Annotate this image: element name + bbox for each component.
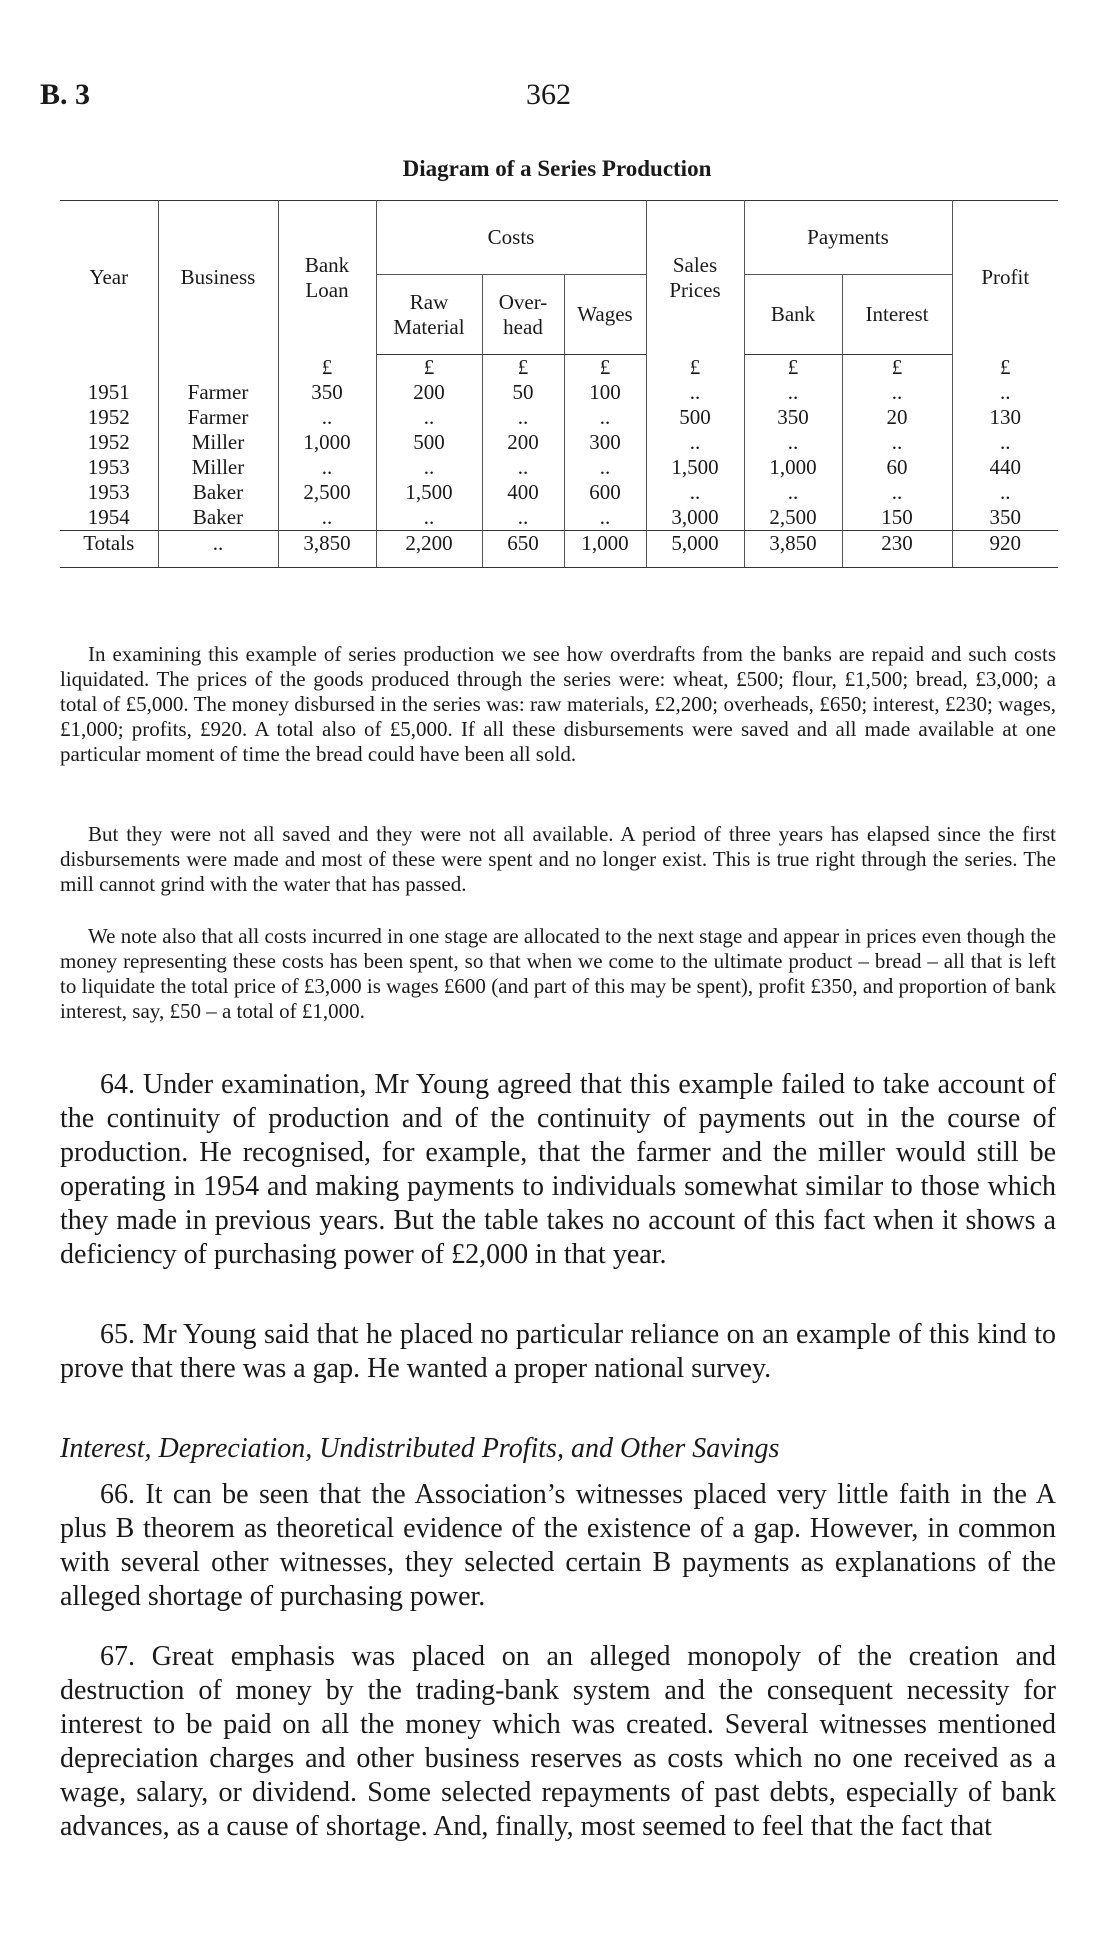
interest-column xyxy=(842,380,952,531)
table-cell: 1953 xyxy=(87,480,130,504)
diagram-title: Diagram of a Series Production xyxy=(402,156,712,181)
table-cell: Farmer xyxy=(187,380,249,404)
table-cell: .. xyxy=(787,380,799,404)
header-costs: Costs xyxy=(376,201,646,275)
table-cell: .. xyxy=(599,455,611,479)
table-cell: 200 xyxy=(413,380,445,404)
pound-sign: £ xyxy=(482,355,564,381)
note-paragraph-2 xyxy=(60,822,1056,897)
table-cell: 2,500 xyxy=(303,480,351,504)
table-cell: 600 xyxy=(589,480,621,504)
table-cell: Baker xyxy=(192,480,244,504)
header-year: Year xyxy=(60,201,158,355)
pound-sign: £ xyxy=(278,355,376,381)
total-bank: 3,850 xyxy=(744,531,842,568)
table-cell: 1953 xyxy=(87,455,130,479)
note-paragraph-1 xyxy=(60,642,1056,767)
paragraph-66-text: 66. It can be seen that the Association’s witnesses placed very little faith in the A plus B theorem as theoretical evidence of the existence of a gap. However, in common with several other witnesses, they selected certain B payments as explanations of the alleged shortage of purchasing power. xyxy=(60,1479,1056,1612)
pound-sign: £ xyxy=(376,355,482,381)
pound-sign: £ xyxy=(646,355,744,381)
total-raw-material: 2,200 xyxy=(376,531,482,568)
table-cell: 350 xyxy=(311,380,343,404)
table-cell: 350 xyxy=(777,405,809,429)
paragraph-64 xyxy=(60,1068,1056,1272)
table-cell: 150 xyxy=(881,505,913,529)
table-cell: 1954 xyxy=(87,505,130,529)
page-header-label: B. 3 xyxy=(40,78,91,111)
table-cell: 1,500 xyxy=(405,480,453,504)
table-cell: Baker xyxy=(192,505,244,529)
table-cell: 1951 xyxy=(87,380,130,404)
table-cell: .. xyxy=(689,430,701,454)
table-cell: .. xyxy=(517,405,529,429)
header-business: Business xyxy=(158,201,278,355)
table-cell: 3,000 xyxy=(671,505,719,529)
header-bank: Bank xyxy=(744,275,842,355)
table-cell: .. xyxy=(787,430,799,454)
table-cell: .. xyxy=(891,480,903,504)
pound-sign: £ xyxy=(744,355,842,381)
paragraph-66 xyxy=(60,1478,1056,1614)
table-cell: .. xyxy=(423,505,435,529)
table-cell: .. xyxy=(321,405,333,429)
pound-sign: £ xyxy=(842,355,952,381)
table-cell: 20 xyxy=(886,405,908,429)
header-sales-prices: Sales Prices xyxy=(646,201,744,355)
table-cell: .. xyxy=(1000,430,1011,454)
table-cell: Miller xyxy=(191,430,245,454)
header-overhead: Over-head xyxy=(482,275,564,355)
table-cell: 500 xyxy=(679,405,711,429)
total-profit: 920 xyxy=(952,531,1058,568)
table-cell: 500 xyxy=(413,430,445,454)
table-row xyxy=(60,380,1058,531)
table-cell: .. xyxy=(423,455,435,479)
total-interest: 230 xyxy=(842,531,952,568)
profit-column xyxy=(952,380,1058,531)
table-cell: .. xyxy=(321,505,333,529)
overhead-column xyxy=(482,380,564,531)
table-cell: 1,000 xyxy=(303,430,351,454)
table-cell: 130 xyxy=(989,405,1021,429)
total-wages: 1,000 xyxy=(564,531,646,568)
header-wages: Wages xyxy=(564,275,646,355)
table-cell: .. xyxy=(689,480,701,504)
table-cell: .. xyxy=(891,430,903,454)
table-cell: .. xyxy=(599,405,611,429)
table-cell: .. xyxy=(1000,380,1011,404)
header-profit: Profit xyxy=(952,201,1058,355)
pound-cell-year xyxy=(60,355,158,381)
table-cell: 1,500 xyxy=(671,455,719,479)
table-cell: .. xyxy=(787,480,799,504)
table-cell: 1,000 xyxy=(769,455,817,479)
series-production-table xyxy=(60,200,1058,568)
table-cell: .. xyxy=(1000,480,1011,504)
pound-sign: £ xyxy=(952,355,1058,381)
note-paragraph-3-text: We note also that all costs incurred in one stage are allocated to the next stage and appear in prices even though the money representing these costs has been spent, so that when we come to the ultimate product – bread – all that is left to liquidate the total price of £3,000 is wages £600 (and part of this may be spent), profit £350, and proportion of bank interest, say, £50 – a total of £1,000. xyxy=(60,924,1056,1023)
raw-material-column xyxy=(376,380,482,531)
section-heading: Interest, Depreciation, Undistributed Profits, and Other Savings xyxy=(60,1433,780,1464)
total-overhead: 650 xyxy=(482,531,564,568)
table-cell: 100 xyxy=(589,380,621,404)
note-paragraph-3 xyxy=(60,924,1056,1024)
paragraph-67-text: 67. Great emphasis was placed on an alleged monopoly of the creation and destruction of money by the trading-bank system and the consequent necessity for interest to be paid on all the money which was created. Several witnesses mentioned depreciation charges and other business reserves as costs which no one received as a wage, salary, or dividend. Some selected repayments of past debts, especially of bank advances, as a cause of shortage. And, finally, most seemed to feel that the fact that xyxy=(60,1641,1056,1842)
totals-label: Totals xyxy=(60,531,158,568)
totals-business: .. xyxy=(158,531,278,568)
table-cell: 60 xyxy=(886,455,908,479)
paragraph-64-text: 64. Under examination, Mr Young agreed that this example failed to take account of the continuity of production and of the continuity of payments out in the course of production. He recognised, for example, that the farmer and the miller would still be operating in 1954 and making payments to individuals somewhat similar to those which they made in previous years. But the table takes no account of this fact when it shows a deficiency of purchasing power of £2,000 in that year. xyxy=(60,1069,1056,1270)
table-cell: .. xyxy=(423,405,435,429)
table-cell: 200 xyxy=(507,430,539,454)
header-interest: Interest xyxy=(842,275,952,355)
header-payments: Payments xyxy=(744,201,952,275)
page-number: 362 xyxy=(526,78,571,111)
table-cell: 2,500 xyxy=(769,505,817,529)
table-cell: 1952 xyxy=(87,430,130,454)
totals-row xyxy=(60,531,1058,568)
paragraph-67 xyxy=(60,1640,1056,1844)
wages-column xyxy=(564,380,646,531)
paragraph-65 xyxy=(60,1318,1056,1386)
note-paragraph-1-text: In examining this example of series production we see how overdrafts from the banks are repaid and such costs liquidated. The prices of the goods produced through the series were: wheat, £500; flour, £1,500; bread, £3,000; a total of £5,000. The money disbursed in the series was: raw materials, £2,200; overheads, £650; interest, £230; wages, £1,000; profits, £920. A total also of £5,000. If all these disbursements were saved and all made available at one particular moment of time the bread could have been all sold. xyxy=(60,642,1056,766)
year-column xyxy=(60,380,158,531)
table-cell: 350 xyxy=(989,505,1021,529)
total-sales-prices: 5,000 xyxy=(646,531,744,568)
total-bank-loan: 3,850 xyxy=(278,531,376,568)
table-cell: .. xyxy=(321,455,333,479)
pound-sign: £ xyxy=(564,355,646,381)
table-cell: .. xyxy=(517,505,529,529)
header-bank-loan: Bank Loan xyxy=(278,201,376,355)
note-paragraph-2-text: But they were not all saved and they were not all available. A period of three years has elapsed since the first disbursements were made and most of these were spent and no longer exist. This is true right through the series. The mill cannot grind with the water that has passed. xyxy=(60,822,1056,896)
table-cell: 1952 xyxy=(87,405,130,429)
table-cell: 50 xyxy=(512,380,534,404)
table-cell: .. xyxy=(599,505,611,529)
table-cell: Farmer xyxy=(187,405,249,429)
table-cell: .. xyxy=(891,380,903,404)
sales-prices-column xyxy=(646,380,744,531)
bank-column xyxy=(744,380,842,531)
table-cell: 300 xyxy=(589,430,621,454)
table-cell: .. xyxy=(689,380,701,404)
table-cell: Miller xyxy=(191,455,245,479)
pound-cell-business xyxy=(158,355,278,381)
table-cell: 440 xyxy=(989,455,1021,479)
header-raw-material: Raw Material xyxy=(376,275,482,355)
bank-loan-column xyxy=(278,380,376,531)
table-cell: 400 xyxy=(507,480,539,504)
paragraph-65-text: 65. Mr Young said that he placed no particular reliance on an example of this kind to prove that there was a gap. He wanted a proper national survey. xyxy=(60,1319,1056,1384)
business-column xyxy=(158,380,278,531)
table-cell: .. xyxy=(517,455,529,479)
